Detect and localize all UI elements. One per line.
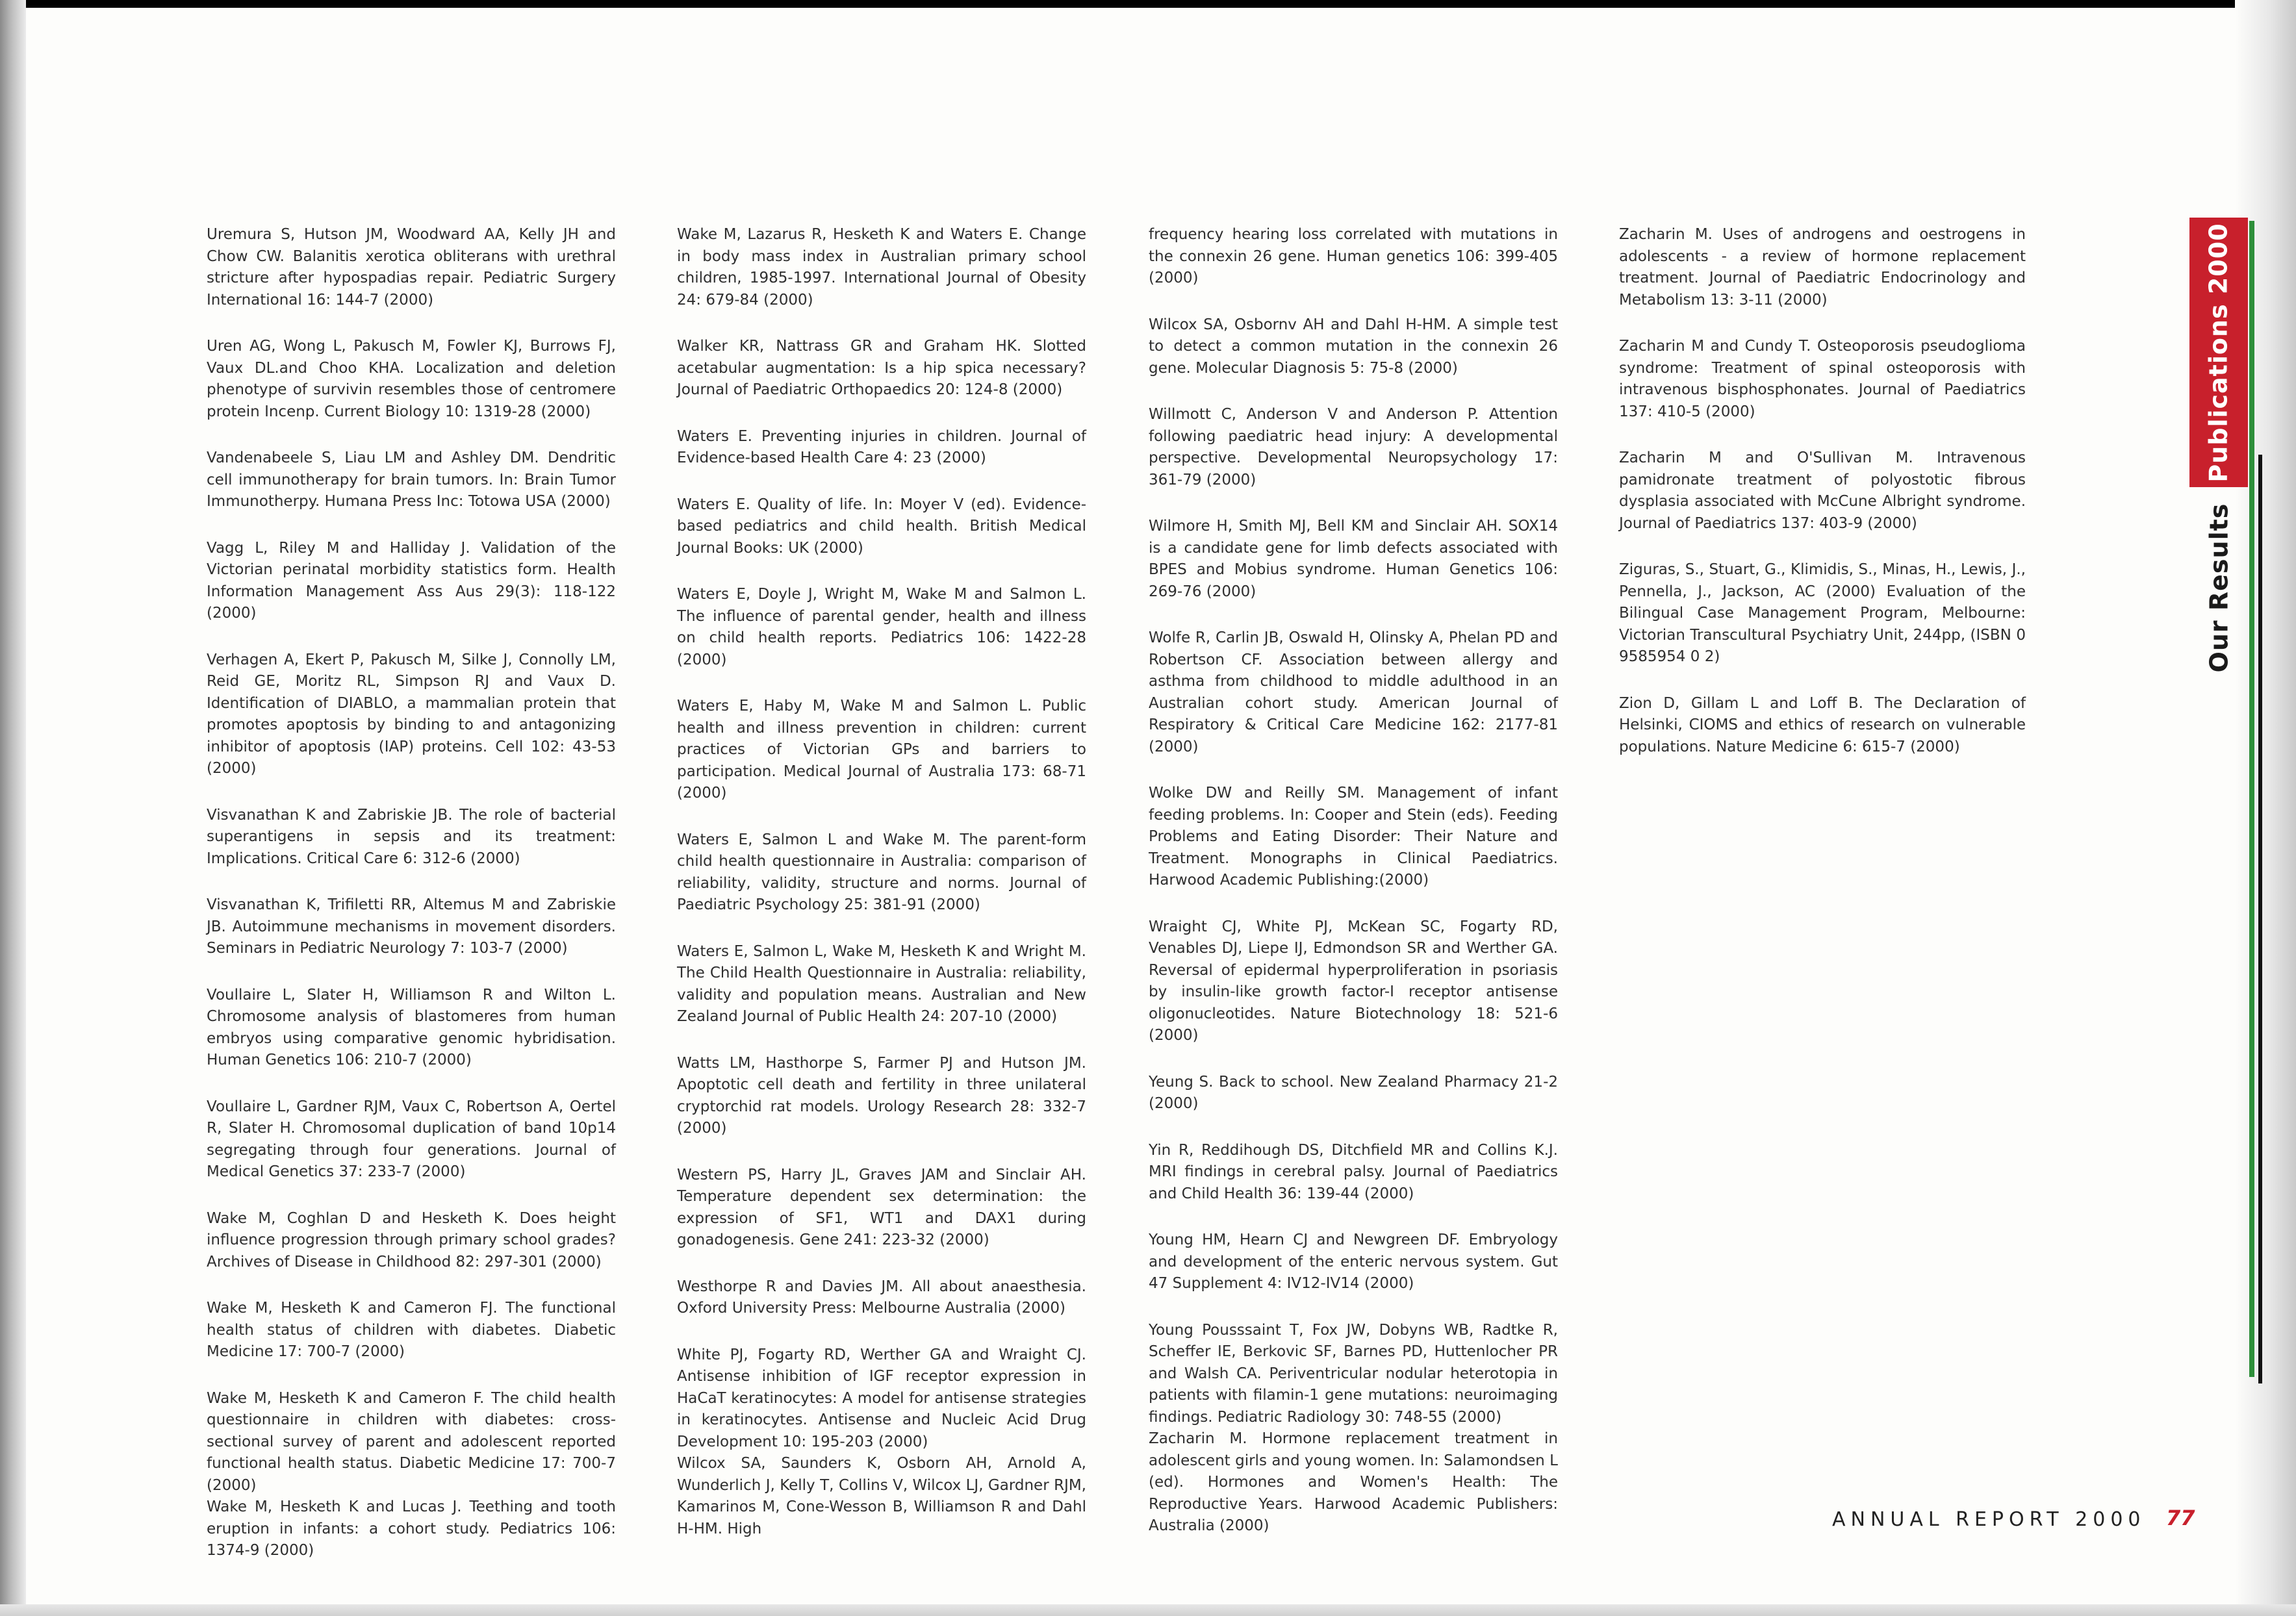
our-results-label: Our Results	[2204, 503, 2233, 673]
page-gutter-shadow	[0, 0, 26, 1616]
page-top-edge	[0, 0, 2296, 8]
reference-entry: Wake M, Hesketh K and Cameron FJ. The functional health status of children with diabetes. Diabetic Medicine 17: 700-7 (2000)	[207, 1300, 616, 1360]
page-bottom-edge	[0, 1604, 2296, 1616]
reference-entry: Voullaire L, Gardner RJM, Vaux C, Robertson A, Oertel R, Slater H. Chromosomal duplication of band 10p14 segregating through four generations. Journal of Medical Genetics 37: 233-7 (2000)	[207, 1098, 616, 1180]
reference-entry: Zacharin M. Uses of androgens and oestrogens in adolescents - a review of hormone replacement treatment. Journal of Paediatric Endocrinology and Metabolism 13: 3-11 (2000)	[1619, 226, 2026, 309]
reference-entry: Visvanathan K, Trifiletti RR, Altemus M and Zabriskie JB. Autoimmune mechanisms in movement disorders. Seminars in Pediatric Neurology 7: 103-7 (2000)	[207, 896, 616, 957]
reference-column-2	[677, 224, 1086, 1565]
black-edge-bar	[2258, 455, 2262, 1383]
reference-entry: Yeung S. Back to school. New Zealand Pharmacy 21-2 (2000)	[1149, 1073, 1558, 1112]
reference-column-4	[1619, 224, 2026, 783]
reference-entry: Waters E. Preventing injuries in children. Journal of Evidence-based Health Care 4: 23 (2000)	[677, 427, 1086, 466]
reference-entry: Zacharin M. Hormone replacement treatment in adolescent girls and young women. In: Salamondsen L (ed). Hormones and Women's Health: The Reproductive Years. Harwood Academic Publishers: Australia (2000)	[1149, 1430, 1558, 1534]
section-label	[2189, 500, 2248, 675]
reference-entry: Waters E, Haby M, Wake M and Salmon L. Public health and illness prevention in children: current practices of Victorian GPs and barriers to participation. Medical Journal of Australia 173: 68-71 (2000)	[677, 698, 1086, 802]
reference-entry: Wake M, Hesketh K and Cameron F. The child health questionnaire in children with diabetes: cross-sectional survey of parent and adolescent reported functional health status. Diabetic Medicine 17: 700-7 (2000)	[207, 1389, 616, 1494]
reference-entry: Westhorpe R and Davies JM. All about anaesthesia. Oxford University Press: Melbourne Australia (2000)	[677, 1278, 1086, 1317]
reference-entry: White PJ, Fogarty RD, Werther GA and Wraight CJ. Antisense inhibition of IGF receptor expression in HaCaT keratinocytes: A model for antisense strategies in keratinocytes. Antisense and Nucleic Acid Drug Development 10: 195-203 (2000)	[677, 1346, 1086, 1450]
reference-entry: Wake M, Coghlan D and Hesketh K. Does height influence progression through primary school grades? Archives of Disease in Childhood 82: 297-301 (2000)	[207, 1209, 616, 1270]
reference-entry: Zacharin M and O'Sullivan M. Intravenous pamidronate treatment of polyostotic fibrous dysplasia associated with McCune Albright syndrome. Journal of Paediatrics 137: 403-9 (2000)	[1619, 449, 2026, 532]
reference-entry: Yin R, Reddihough DS, Ditchfield MR and Collins K.J. MRI findings in cerebral palsy. Journal of Paediatrics and Child Health 36: 139-44 (2000)	[1149, 1141, 1558, 1202]
reference-entry: Wake M, Hesketh K and Lucas J. Teething and tooth eruption in infants: a cohort study. Pediatrics 106: 1374-9 (2000)	[207, 1498, 616, 1559]
reference-entry: Western PS, Harry JL, Graves JAM and Sinclair AH. Temperature dependent sex determination: the expression of SF1, WT1 and DAX1 during gonadogenesis. Gene 241: 223-32 (2000)	[677, 1166, 1086, 1248]
reference-entry: Young HM, Hearn CJ and Newgreen DF. Embryology and development of the enteric nervous system. Gut 47 Supplement 4: IV12-IV14 (2000)	[1149, 1231, 1558, 1292]
report-title: ANNUAL REPORT 2000	[1832, 1508, 2146, 1531]
reference-entry: frequency hearing loss correlated with mutations in the connexin 26 gene. Human genetics 106: 399-405 (2000)	[1149, 226, 1558, 286]
reference-entry: Watts LM, Hasthorpe S, Farmer PJ and Hutson JM. Apoptotic cell death and fertility in three unilateral cryptorchid rat models. Urology Research 28: 332-7 (2000)	[677, 1054, 1086, 1137]
reference-entry: Vandenabeele S, Liau LM and Ashley DM. Dendritic cell immunotherapy for brain tumors. In: Brain Tumor Immunotherpy. Humana Press Inc: Totowa USA (2000)	[207, 449, 616, 510]
reference-entry: Voullaire L, Slater H, Williamson R and Wilton L. Chromosome analysis of blastomeres from human embryos using comparative genomic hybridisation. Human Genetics 106: 210-7 (2000)	[207, 986, 616, 1068]
reference-entry: Verhagen A, Ekert P, Pakusch M, Silke J, Connolly LM, Reid GE, Moritz RL, Simpson RJ and Vaux D. Identification of DIABLO, a mammalian protein that promotes apoptosis by binding to and antagonizing inhibitor of apoptosis (IAP) proteins. Cell 102: 43-53 (2000)	[207, 651, 616, 777]
reference-entry: Wraight CJ, White PJ, McKean SC, Fogarty RD, Venables DJ, Liepe IJ, Edmondson SR and Werther GA. Reversal of epidermal hyperproliferation in psoriasis by insulin-like growth factor-I receptor antisense oligonucleotides. Nature Biotechnology 18: 521-6 (2000)	[1149, 918, 1558, 1044]
reference-entry: Wilcox SA, Saunders K, Osborn AH, Arnold A, Wunderlich J, Kelly T, Collins V, Wilcox LJ, Gardner RJM, Kamarinos M, Cone-Wesson B, Williamson R and Dahl H-HM. High	[677, 1455, 1086, 1537]
reference-entry: Uren AG, Wong L, Pakusch M, Fowler KJ, Burrows FJ, Vaux DL.and Choo KHA. Localization and deletion phenotype of survivin resembles those of centromere protein Incenp. Current Biology 10: 1319-28 (2000)	[207, 338, 616, 420]
page-number: 77	[2166, 1506, 2195, 1530]
section-tab-label	[2189, 218, 2248, 487]
reference-entry: Wilmore H, Smith MJ, Bell KM and Sinclair AH. SOX14 is a candidate gene for limb defects associated with BPES and Mobius syndrome. Human Genetics 106: 269-76 (2000)	[1149, 518, 1558, 600]
reference-entry: Young Pousssaint T, Fox JW, Dobyns WB, Radtke R, Scheffer IE, Berkovic SF, Barnes PD, Huttenlocher PR and Walsh CA. Periventricular nodular heterotopia in patients with filamin-1 gene mutations: neuroimaging findings. Pediatric Radiology 30: 748-55 (2000)	[1149, 1321, 1558, 1426]
reference-entry: Ziguras, S., Stuart, G., Klimidis, S., Minas, H., Lewis, J., Pennella, J., Jackson, AC (2000) Evaluation of the Bilingual Case Management Program, Melbourne: Victorian Transcultural Psychiatry Unit, 244pp, (ISBN 0 9585954 0 2)	[1619, 561, 2026, 665]
reference-entry: Zion D, Gillam L and Loff B. The Declaration of Helsinki, CIOMS and ethics of research on vulnerable populations. Nature Medicine 6: 615-7 (2000)	[1619, 694, 2026, 755]
reference-entry: Wake M, Lazarus R, Hesketh K and Waters E. Change in body mass index in Australian primary school children, 1985-1997. International Journal of Obesity 24: 679-84 (2000)	[677, 226, 1086, 309]
reference-entry: Uremura S, Hutson JM, Woodward AA, Kelly JH and Chow CW. Balanitis xerotica obliterans with urethral stricture after hypospadias repair. Pediatric Surgery International 16: 144-7 (2000)	[207, 226, 616, 309]
reference-entry: Waters E, Salmon L, Wake M, Hesketh K and Wright M. The Child Health Questionnaire in Australia: reliability, validity and population means. Australian and New Zealand Journal of Public Health 24: 207-10 (2000)	[677, 942, 1086, 1025]
reference-entry: Willmott C, Anderson V and Anderson P. Attention following paediatric head injury: A developmental perspective. Developmental Neuropsychology 17: 361-79 (2000)	[1149, 406, 1558, 488]
publications-2000-label: Publications 2000	[2204, 222, 2234, 483]
reference-entry: Wolfe R, Carlin JB, Oswald H, Olinsky A, Phelan PD and Robertson CF. Association between allergy and asthma from childhood to middle adulthood in an Australian cohort study. American Journal of Respiratory & Critical Care Medicine 162: 2177-81 (2000)	[1149, 629, 1558, 755]
reference-column-1	[207, 224, 616, 1587]
green-edge-bar	[2249, 221, 2254, 1377]
reference-entry: Wilcox SA, Osbornv AH and Dahl H-HM. A simple test to detect a common mutation in the connexin 26 gene. Molecular Diagnosis 5: 75-8 (2000)	[1149, 316, 1558, 377]
reference-entry: Waters E, Doyle J, Wright M, Wake M and Salmon L. The influence of parental gender, health and illness on child health reports. Pediatrics 106: 1422-28 (2000)	[677, 586, 1086, 668]
reference-entry: Wolke DW and Reilly SM. Management of infant feeding problems. In: Cooper and Stein (eds). Feeding Problems and Eating Disorder: Their Nature and Treatment. Monographs in Clinical Paediatrics. Harwood Academic Publishing:(2000)	[1149, 785, 1558, 889]
reference-entry: Waters E, Salmon L and Wake M. The parent-form child health questionnaire in Australia: comparison of reliability, validity, structure and norms. Journal of Paediatric Psychology 25: 381-91 (2000)	[677, 831, 1086, 913]
reference-entry: Walker KR, Nattrass GR and Graham HK. Slotted acetabular augmentation: Is a hip spica necessary? Journal of Paediatric Orthopaedics 20: 124-8 (2000)	[677, 338, 1086, 398]
reference-entry: Zacharin M and Cundy T. Osteoporosis pseudoglioma syndrome: Treatment of spinal osteoporosis with intravenous bisphosphonates. Journal of Paediatrics 137: 410-5 (2000)	[1619, 338, 2026, 420]
reference-entry: Visvanathan K and Zabriskie JB. The role of bacterial superantigens in sepsis and its treatment: Implications. Critical Care 6: 312-6 (2000)	[207, 806, 616, 867]
reference-entry: Vagg L, Riley M and Halliday J. Validation of the Victorian perinatal morbidity statistics form. Health Information Management Ass Aus 29(3): 118-122 (2000)	[207, 539, 616, 622]
reference-column-3	[1149, 224, 1558, 1562]
reference-entry: Waters E. Quality of life. In: Moyer V (ed). Evidence-based pediatrics and child health. British Medical Journal Books: UK (2000)	[677, 496, 1086, 557]
